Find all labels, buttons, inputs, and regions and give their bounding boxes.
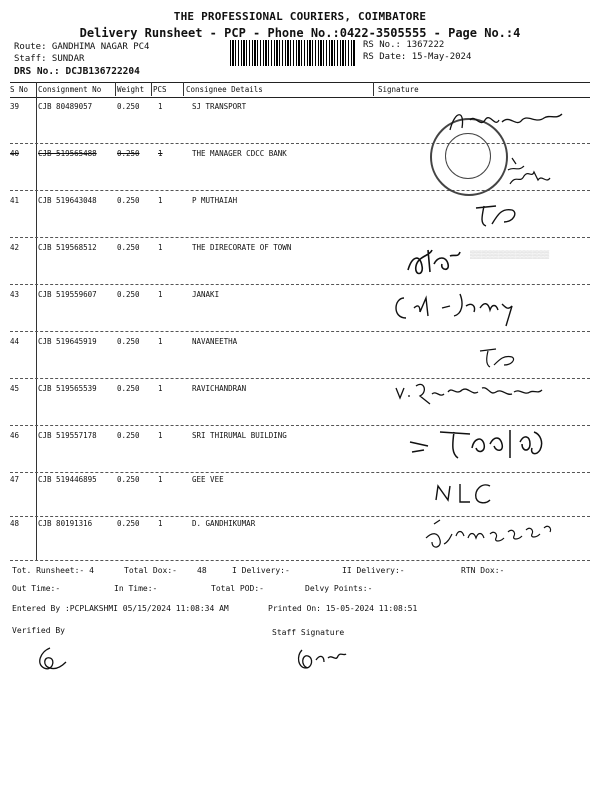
barcode xyxy=(230,40,356,66)
row-sno: 46 xyxy=(10,431,20,440)
signature-row-48 xyxy=(420,514,570,554)
staff-signature xyxy=(292,640,352,674)
rs-number: RS No.: 1367222 xyxy=(363,40,445,50)
row-consignee: D. GANDHIKUMAR xyxy=(192,519,256,528)
row-consignee: NAVANEETHA xyxy=(192,337,238,346)
row-consignment: CJB 519565488 xyxy=(38,149,97,158)
row-sno: 39 xyxy=(10,102,20,111)
printed-on: Printed On: 15-05-2024 11:08:51 xyxy=(268,604,418,613)
row-weight: 0.250 xyxy=(117,384,140,393)
row-weight: 0.250 xyxy=(117,475,140,484)
signature-row-46 xyxy=(400,422,570,466)
col-divider xyxy=(373,82,374,96)
row-consignee: SRI THIRUMAL BUILDING xyxy=(192,431,287,440)
i-delivery: I Delivery:- xyxy=(232,566,290,575)
col-pcs: PCS xyxy=(153,85,167,94)
signature-row-40 xyxy=(500,150,570,190)
ii-delivery: II Delivery:- xyxy=(342,566,405,575)
col-consignment: Consignment No xyxy=(38,85,102,94)
col-divider xyxy=(151,82,152,96)
row-consignment: CJB 519557178 xyxy=(38,431,97,440)
row-consignee: SJ TRANSPORT xyxy=(192,102,247,111)
signature-row-47 xyxy=(430,476,510,510)
row-weight: 0.250 xyxy=(117,337,140,346)
drs-number: DRS No.: DCJB136722204 xyxy=(14,66,140,77)
col-weight: Weight xyxy=(117,85,145,94)
row-weight: 0.250 xyxy=(117,243,140,252)
row-consignee: GEE VEE xyxy=(192,475,224,484)
row-consignment: CJB 519568512 xyxy=(38,243,97,252)
row-sno: 40 xyxy=(10,149,20,158)
row-weight: 0.250 xyxy=(117,102,140,111)
row-consignment: CJB 519559607 xyxy=(38,290,97,299)
verified-by: Verified By xyxy=(12,626,65,635)
rs-date: RS Date: 15-May-2024 xyxy=(363,52,472,62)
faint-stamp-text: ▒▒▒▒▒▒▒▒▒▒▒▒▒▒ xyxy=(470,250,550,259)
total-dox-value: 48 xyxy=(197,566,207,575)
in-time: In Time:- xyxy=(114,584,158,593)
row-pcs: 1 xyxy=(158,243,163,252)
row-pcs: 1 xyxy=(158,337,163,346)
total-runsheet: Tot. Runsheet:- 4 xyxy=(12,566,94,575)
row-consignee: THE MANAGER CDCC BANK xyxy=(192,149,287,158)
row-sno: 42 xyxy=(10,243,20,252)
row-pcs: 1 xyxy=(158,102,163,111)
row-pcs: 1 xyxy=(158,475,163,484)
col-sno: S No xyxy=(10,85,29,94)
total-dox-label: Total Dox:- xyxy=(124,566,177,575)
total-pod: Total POD:- xyxy=(211,584,264,593)
signature-row-41 xyxy=(470,196,530,232)
row-weight: 0.250 xyxy=(117,519,140,528)
row-sno: 44 xyxy=(10,337,20,346)
company-name: THE PROFESSIONAL COURIERS, COIMBATORE xyxy=(173,10,427,23)
verifier-signature xyxy=(34,640,74,674)
row-weight: 0.250 xyxy=(117,149,140,158)
row-sno: 47 xyxy=(10,475,20,484)
row-pcs: 1 xyxy=(158,519,163,528)
table-header xyxy=(10,82,590,98)
row-pcs: 1 xyxy=(158,196,163,205)
staff-signature-label: Staff Signature xyxy=(272,628,345,637)
col-signature: Signature xyxy=(378,85,419,94)
row-weight: 0.250 xyxy=(117,196,140,205)
staff-label: Staff: SUNDAR xyxy=(14,54,85,64)
row-consignment: CJB 519643048 xyxy=(38,196,97,205)
entered-by: Entered By :PCPLAKSHMI 05/15/2024 11:08:34 AM xyxy=(12,604,229,613)
runsheet-title: Delivery Runsheet - PCP - Phone No.:0422-3505555 - Page No.:4 xyxy=(79,26,521,40)
row-pcs: 1 xyxy=(158,290,163,299)
row-sno: 41 xyxy=(10,196,20,205)
row-weight: 0.250 xyxy=(117,290,140,299)
rtn-dox: RTN Dox:- xyxy=(461,566,505,575)
row-consignee: THE DIRECORATE OF TOWN xyxy=(192,243,292,252)
col-divider xyxy=(115,82,116,96)
signature-row-45 xyxy=(390,376,570,410)
signature-row-42 xyxy=(400,240,480,280)
row-consignment: CJB 519645919 xyxy=(38,337,97,346)
row-consignee: JANAKI xyxy=(192,290,220,299)
row-sno: 48 xyxy=(10,519,20,528)
signature-row-43 xyxy=(390,286,540,326)
signature-row-44 xyxy=(470,345,530,375)
row-pcs: 1 xyxy=(158,149,163,158)
row-consignment: CJB 519446895 xyxy=(38,475,97,484)
row-consignment: CJB 80489057 xyxy=(38,102,93,111)
col-divider xyxy=(183,82,184,96)
row-consignment: CJB 519565539 xyxy=(38,384,97,393)
row-consignee: RAVICHANDRAN xyxy=(192,384,247,393)
out-time: Out Time:- xyxy=(12,584,61,593)
table-row xyxy=(10,238,590,285)
col-consignee: Consignee Details xyxy=(186,85,263,94)
delvy-points: Delvy Points:- xyxy=(305,584,373,593)
row-weight: 0.250 xyxy=(117,431,140,440)
row-pcs: 1 xyxy=(158,431,163,440)
route-label: Route: GANDHIMA NAGAR PC4 xyxy=(14,42,150,52)
row-pcs: 1 xyxy=(158,384,163,393)
row-sno: 45 xyxy=(10,384,20,393)
signature-row-39 xyxy=(440,100,590,140)
row-consignment: CJB 80191316 xyxy=(38,519,93,528)
row-consignee: P MUTHAIAH xyxy=(192,196,238,205)
row-sno: 43 xyxy=(10,290,20,299)
